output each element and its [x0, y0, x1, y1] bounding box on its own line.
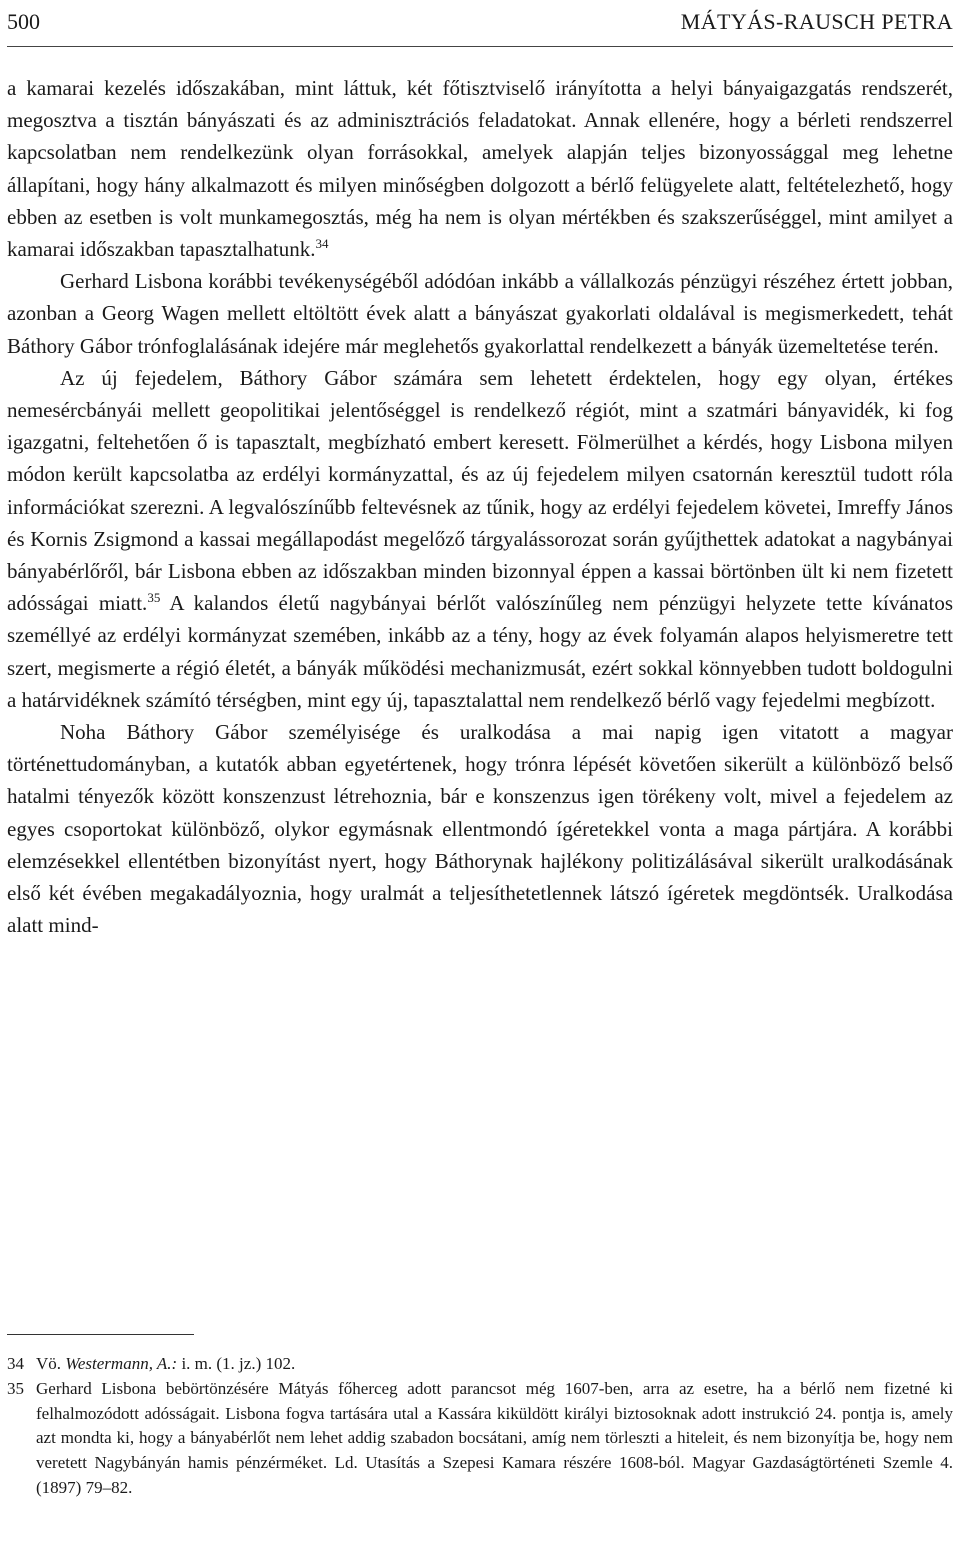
paragraph-text: Az új fejedelem, Báthory Gábor számára sem lehetett érdektelen, hogy egy olyan, értékes nemesércbányái mellett geopolitikai jelentőséggel is rendelkező régiót, mint a szatmári bányavidék, ki fog igazgatni, feltehetően ő is tapasztalt, megbízható embert keresett. Fölmerülhet a kérdés, hogy Lisbona milyen módon került kapcsolatba az erdélyi kormányzattal, és az új fejedelem milyen csatornán keresztül tudott róla információkat szerezni. A legvalószínűbb feltevésnek az tűnik, hogy az erdélyi fejedelem követei, Imreffy János és Kornis Zsigmond a kassai megállapodást megelőző tárgyalássorozat során gyűjthettek adatokat a nagybányai bányabérlőről, bár Lisbona ebben az időszakban minden bizonnyal éppen a kassai börtönben ült ki nem fizetett adósságai miatt.: [7, 365, 953, 616]
footnote-34: [7, 1352, 953, 1377]
footnote-ref-35[interactable]: 35: [147, 590, 161, 606]
footnote-ref-34[interactable]: 34: [315, 236, 329, 252]
paragraph-1: [7, 72, 953, 265]
footnote-35: [7, 1377, 953, 1501]
running-title: MÁTYÁS-RAUSCH PETRA: [680, 9, 953, 34]
header-rule: [7, 46, 953, 47]
paragraph-text: Noha Báthory Gábor személyisége és uralkodása a mai napig igen vitatott a magyar történettudományban, a kutatók abban egyetértenek, hogy trónra lépését követően sikerült a különböző belső hatalmi tényezők között konszenzust létrehoznia, bár e konszenzus igen törékeny volt, mivel a fejedelem az egyes csoportokat különböző, olykor egymásnak ellentmondó ígéretekkel vonta a maga pártjára. A korábbi elemzésekkel ellentétben bizonyítást nyert, hogy Báthorynak hajlékony politizálásával sikerült uralkodásának első két évében megakadályoznia, hogy uralmát a teljesíthetetlennek látszó ígéretek megdöntsék. Uralkodása alatt mind-: [7, 720, 953, 938]
paragraph-2: [7, 265, 953, 362]
page-number: 500: [7, 9, 40, 34]
page-header: [7, 7, 953, 37]
paragraph-4: [7, 716, 953, 941]
paragraph-3: [7, 362, 953, 716]
footnote-text: Vö.: [36, 1354, 66, 1373]
footnote-text-continued: i. m. (1. jz.) 102.: [177, 1354, 296, 1373]
paragraph-text: Gerhard Lisbona korábbi tevékenységéből adódóan inkább a vállalkozás pénzügyi részéhez értett jobban, azonban a Georg Wagen mellett eltöltött évek alatt a bányászat gyakorlati oldalával is megismerkedett, tehát Báthory Gábor trónfoglalásának idejére már meglehetős gyakorlattal rendelkezett a bányák üzemeltetése terén.: [7, 269, 953, 358]
footnote-author: Westermann, A.:: [65, 1354, 178, 1373]
footnote-number: 34: [7, 1354, 24, 1373]
footnote-number: 35: [7, 1378, 24, 1398]
footnote-separator: [7, 1334, 194, 1335]
footnote-text: Gerhard Lisbona bebörtönzésére Mátyás főherceg adott parancsot még 1607-ben, arra az esetre, ha a bérlő nem fizetné ki felhalmozódott adósságait. Lisbona fogva tartására utal a Kassára kiküldött királyi biztosoknak adott instrukció 24. pontja is, amely azt mondta ki, hogy a bányabérlőt nem lehet addig szabadon bocsátani, amíg nem törleszti a hiteleit, és nem bizonyítja be, hogy nem veretett Nagybányán hamis pénzérméket. Ld. Utasítás a Szepesi Kamara részére 1608-ból. Magyar Gazdaságtörténeti Szemle 4. (1897) 79–82.: [36, 1378, 953, 1497]
footnotes: [7, 1352, 953, 1501]
body-text: [7, 72, 953, 941]
paragraph-text-continued: A kalandos életű nagybányai bérlőt valószínűleg nem pénzügyi helyzete tette kívánatos személlyé az erdélyi kormányzat szemében, inkább az a tény, hogy az évek folyamán alapos helyismeretre tett szert, megismerte a régió életét, a bányák működési mechanizmusát, ezért sokkal könnyebben tudott boldogulni a határvidéknek számító térségben, mint egy új, tapasztalattal nem rendelkező bérlő vagy fejedelmi megbízott.: [7, 591, 953, 712]
paragraph-text: a kamarai kezelés időszakában, mint láttuk, két főtisztviselő irányította a helyi bányaigazgatás rendszerét, megosztva a tisztán bányászati és az adminisztrációs feladatokat. Annak ellenére, hogy a bérleti rendszerrel kapcsolatban nem rendelkezünk olyan forrásokkal, amelyek alapján teljes bizonyossággal meg lehetne állapítani, hogy hány alkalmazott és milyen minőségben dolgozott a bérlő felügyelete alatt, feltételezhető, hogy ebben az esetben is volt munkamegosztás, még ha nem is olyan mértékben és szakszerűséggel, mint amilyet a kamarai időszakban tapasztalhatunk.: [7, 76, 953, 262]
